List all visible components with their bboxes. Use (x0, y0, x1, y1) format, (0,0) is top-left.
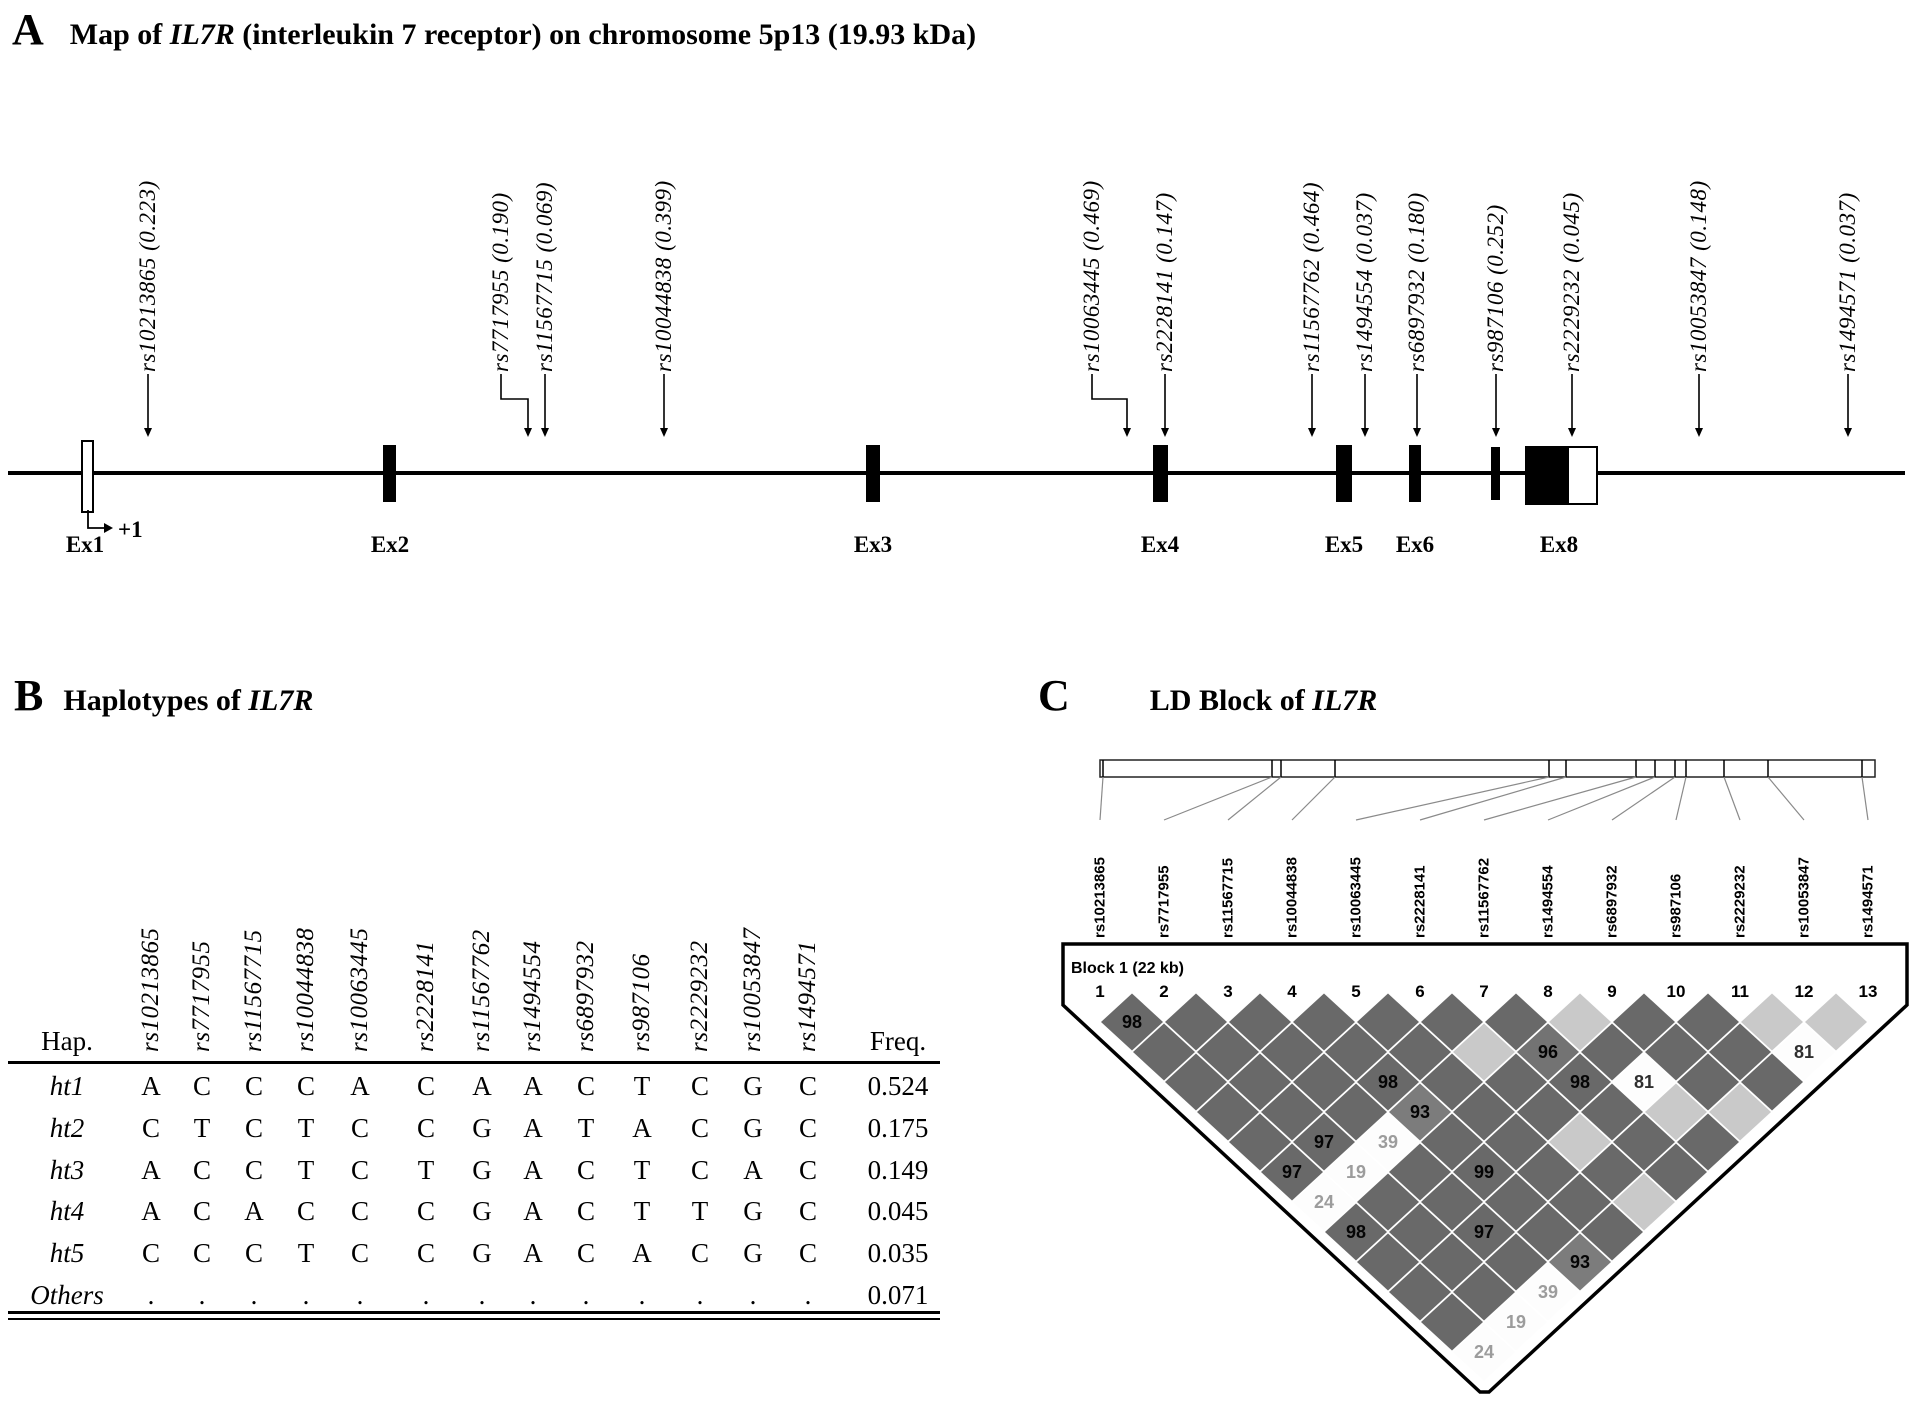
panel-b-letter: B (14, 671, 44, 720)
allele-cell: A (141, 1071, 161, 1101)
panel-a-title-suffix: (interleukin 7 receptor) on chromosome 5p13 (19.93 kDa) (234, 18, 977, 51)
snp-column-header: rs7717955 (188, 940, 215, 1052)
snp-label: rs2229232 (0.045) (1559, 192, 1584, 372)
allele-cell: A (523, 1113, 543, 1143)
ld-connector (1356, 777, 1549, 820)
ld-connector (1420, 777, 1566, 820)
allele-cell: A (632, 1238, 652, 1268)
allele-cell: A (141, 1196, 161, 1226)
allele-cell: A (523, 1196, 543, 1226)
panel-c-letter: C (1038, 671, 1070, 720)
exon-label: Ex4 (1140, 532, 1180, 557)
allele-cell: T (297, 1113, 315, 1143)
snp-label: rs11567715 (0.069) (532, 181, 557, 372)
snp-label: rs1494554 (0.037) (1352, 192, 1377, 372)
allele-cell: A (472, 1071, 492, 1101)
exon-label: Ex5 (1324, 532, 1364, 557)
panel-a-title-prefix: Map of (69, 18, 170, 51)
freq-header: Freq. (869, 1026, 927, 1056)
allele-cell: . (478, 1280, 486, 1310)
ld-marker-number: 6 (1415, 982, 1425, 1001)
ld-diamond-value: 81 (1793, 1042, 1815, 1062)
allele-cell: A (244, 1196, 264, 1226)
ld-marker-number: 10 (1666, 982, 1686, 1001)
ld-snp-label: rs10063445 (1347, 857, 1365, 938)
allele-cell: C (350, 1238, 369, 1268)
allele-cell: C (690, 1155, 709, 1185)
snp-label: rs11567762 (0.464) (1299, 181, 1324, 372)
allele-cell: C (296, 1071, 315, 1101)
snp-column-header: rs2228141 (412, 940, 439, 1052)
ld-connector (1612, 777, 1675, 820)
ld-snp-label: rs7717955 (1155, 865, 1173, 938)
panel-a-title-gene: IL7R (169, 18, 235, 51)
allele-cell: C (798, 1238, 817, 1268)
snp-column-header: rs6897932 (572, 940, 599, 1052)
allele-cell: T (297, 1238, 315, 1268)
allele-cell: . (529, 1280, 537, 1310)
allele-cell: C (798, 1071, 817, 1101)
ld-marker-number: 8 (1543, 982, 1553, 1001)
allele-cell: G (472, 1155, 492, 1185)
ld-connector (1548, 777, 1655, 820)
hap-row-name: ht1 (49, 1071, 85, 1101)
panel-b-title-prefix: Haplotypes of (63, 684, 249, 717)
exon-label: Ex2 (370, 532, 410, 557)
freq-cell: 0.071 (867, 1280, 929, 1310)
allele-cell: T (633, 1155, 651, 1185)
panel-c-title-prefix: LD Block of (1149, 684, 1313, 717)
ld-connector (1292, 777, 1335, 820)
snp-label: rs1494571 (0.037) (1835, 192, 1860, 372)
allele-cell: . (696, 1280, 704, 1310)
allele-cell: G (472, 1238, 492, 1268)
allele-cell: C (416, 1113, 435, 1143)
allele-cell: G (472, 1113, 492, 1143)
freq-cell: 0.524 (867, 1071, 929, 1101)
ld-diamond-value: 93 (1409, 1102, 1431, 1122)
ld-diamond-value: 96 (1537, 1042, 1559, 1062)
exon-label: Ex8 (1539, 532, 1579, 557)
allele-cell: C (350, 1155, 369, 1185)
allele-cell: T (691, 1196, 709, 1226)
hap-header: Hap. (41, 1026, 93, 1056)
allele-cell: A (632, 1113, 652, 1143)
allele-cell: T (297, 1155, 315, 1185)
panel-a-letter: A (12, 5, 44, 54)
ld-connector (1768, 777, 1804, 820)
ld-marker-number: 1 (1095, 982, 1105, 1001)
allele-cell: T (417, 1155, 435, 1185)
allele-cell: C (141, 1113, 160, 1143)
freq-cell: 0.045 (867, 1196, 929, 1226)
ld-marker-number: 12 (1794, 982, 1814, 1001)
ld-snp-label: rs2229232 (1731, 865, 1749, 938)
ld-snp-label: rs1494554 (1539, 865, 1557, 938)
allele-cell: C (690, 1113, 709, 1143)
snp-label: rs10053847 (0.148) (1686, 180, 1711, 372)
hap-row-name: ht2 (49, 1113, 85, 1143)
freq-cell: 0.035 (867, 1238, 929, 1268)
ld-snp-label: rs2228141 (1411, 865, 1429, 938)
allele-cell: C (350, 1113, 369, 1143)
ld-snp-label: rs10213865 (1091, 857, 1109, 938)
exon-label: Ex6 (1395, 532, 1435, 557)
allele-cell: C (192, 1071, 211, 1101)
snp-label: rs7717955 (0.190) (488, 192, 513, 372)
allele-cell: . (804, 1280, 812, 1310)
ld-marker-number: 4 (1287, 982, 1297, 1001)
allele-cell: . (582, 1280, 590, 1310)
allele-cell: C (244, 1155, 263, 1185)
ld-marker-number: 5 (1351, 982, 1361, 1001)
ld-diamond-value: 81 (1633, 1072, 1655, 1092)
allele-cell: C (798, 1196, 817, 1226)
ld-marker-number: 11 (1731, 982, 1749, 1001)
allele-cell: A (350, 1071, 370, 1101)
ld-marker-number: 7 (1479, 982, 1489, 1001)
ld-diamond-value: 93 (1569, 1252, 1591, 1272)
hap-row-name: Others (30, 1280, 104, 1310)
ld-snp-label: rs987106 (1667, 873, 1685, 938)
exon-label: Ex3 (853, 532, 893, 557)
allele-cell: . (147, 1280, 155, 1310)
ld-marker-number: 9 (1607, 982, 1617, 1001)
ld-diamond-value: 98 (1377, 1072, 1399, 1092)
ld-connector (1676, 777, 1686, 820)
panel-b-title-gene: IL7R (248, 684, 314, 717)
ld-connector (1862, 777, 1868, 820)
ld-block-label: Block 1 (22 kb) (1071, 960, 1184, 977)
allele-cell: C (416, 1071, 435, 1101)
allele-cell: G (743, 1238, 763, 1268)
ld-diamond-value: 99 (1473, 1162, 1495, 1182)
ld-diamond-value: 19 (1505, 1312, 1527, 1332)
hap-row-name: ht4 (49, 1196, 85, 1226)
ld-marker-number: 2 (1159, 982, 1169, 1001)
snp-column-header: rs2229232 (686, 940, 713, 1052)
allele-cell: G (472, 1196, 492, 1226)
ld-diamond-value: 98 (1121, 1012, 1143, 1032)
ld-connector (1484, 777, 1636, 820)
allele-cell: C (416, 1238, 435, 1268)
ld-diamond-value: 24 (1473, 1342, 1495, 1362)
freq-cell: 0.149 (867, 1155, 929, 1185)
hap-row-name: ht3 (49, 1155, 85, 1185)
allele-cell: T (193, 1113, 211, 1143)
allele-cell: G (743, 1196, 763, 1226)
ld-marker-number: 3 (1223, 982, 1233, 1001)
ld-snp-label: rs10044838 (1283, 857, 1301, 938)
ld-snp-label: rs11567762 (1475, 857, 1493, 938)
allele-cell: C (244, 1238, 263, 1268)
snp-column-header: rs1494554 (519, 940, 546, 1052)
snp-label: rs6897932 (0.180) (1404, 192, 1429, 372)
allele-cell: C (576, 1196, 595, 1226)
allele-cell: . (638, 1280, 646, 1310)
allele-cell: C (192, 1238, 211, 1268)
allele-cell: C (798, 1155, 817, 1185)
snp-column-header: rs1494571 (794, 940, 821, 1052)
allele-cell: C (690, 1238, 709, 1268)
freq-cell: 0.175 (867, 1113, 929, 1143)
ld-marker-number: 13 (1858, 982, 1878, 1001)
snp-column-header: rs10213865 (137, 927, 164, 1052)
allele-cell: . (198, 1280, 206, 1310)
ld-diamond-value: 98 (1345, 1222, 1367, 1242)
allele-cell: C (576, 1155, 595, 1185)
ld-snp-label: rs6897932 (1603, 865, 1621, 938)
snp-column-header: rs987106 (628, 953, 655, 1052)
allele-cell: A (743, 1155, 763, 1185)
snp-column-header: rs11567715 (240, 929, 267, 1052)
panel-c-title-gene: IL7R (1312, 684, 1378, 717)
ld-snp-label: rs10053847 (1795, 857, 1813, 938)
ld-diamond-value: 39 (1537, 1282, 1559, 1302)
allele-cell: . (356, 1280, 364, 1310)
allele-cell: . (302, 1280, 310, 1310)
snp-column-header: rs10063445 (346, 927, 373, 1052)
ld-diamond-value: 19 (1345, 1162, 1367, 1182)
snp-column-header: rs11567762 (468, 929, 495, 1052)
ld-snp-label: rs11567715 (1219, 857, 1237, 938)
allele-cell: C (192, 1196, 211, 1226)
ld-diamond-value: 97 (1313, 1132, 1335, 1152)
ld-snp-label: rs1494571 (1859, 865, 1877, 938)
hap-row-name: ht5 (49, 1238, 85, 1268)
snp-label: rs10063445 (0.469) (1079, 180, 1104, 372)
allele-cell: A (523, 1071, 543, 1101)
allele-cell: A (523, 1155, 543, 1185)
snp-label: rs2228141 (0.147) (1152, 192, 1177, 372)
allele-cell: C (576, 1071, 595, 1101)
ld-diamond-value: 39 (1377, 1132, 1399, 1152)
allele-cell: C (798, 1113, 817, 1143)
allele-cell: C (244, 1113, 263, 1143)
allele-cell: C (296, 1196, 315, 1226)
allele-cell: C (244, 1071, 263, 1101)
ld-diamond-value: 97 (1473, 1222, 1495, 1242)
tss-label: +1 (118, 517, 143, 542)
allele-cell: C (192, 1155, 211, 1185)
allele-cell: . (749, 1280, 757, 1310)
allele-cell: . (250, 1280, 258, 1310)
snp-label: rs987106 (0.252) (1483, 204, 1508, 372)
ld-diamond-value: 98 (1569, 1072, 1591, 1092)
allele-cell: A (141, 1155, 161, 1185)
snp-label: rs10044838 (0.399) (651, 180, 676, 372)
snp-label: rs10213865 (0.223) (135, 180, 160, 372)
allele-cell: . (422, 1280, 430, 1310)
snp-column-header: rs10053847 (739, 927, 766, 1052)
ld-diamond-value: 97 (1281, 1162, 1303, 1182)
allele-cell: T (577, 1113, 595, 1143)
allele-cell: T (633, 1071, 651, 1101)
allele-cell: G (743, 1071, 763, 1101)
allele-cell: C (690, 1071, 709, 1101)
ld-connector (1724, 777, 1740, 820)
ld-connector (1164, 777, 1272, 820)
allele-cell: C (576, 1238, 595, 1268)
gene-bar (1100, 760, 1875, 777)
allele-cell: C (141, 1238, 160, 1268)
allele-cell: A (523, 1238, 543, 1268)
allele-cell: C (350, 1196, 369, 1226)
exon-label: Ex1 (65, 532, 105, 557)
allele-cell: G (743, 1113, 763, 1143)
ld-connector (1100, 777, 1103, 820)
allele-cell: C (416, 1196, 435, 1226)
snp-column-header: rs10044838 (292, 927, 319, 1052)
ld-diamond-value: 24 (1313, 1192, 1335, 1212)
allele-cell: T (633, 1196, 651, 1226)
